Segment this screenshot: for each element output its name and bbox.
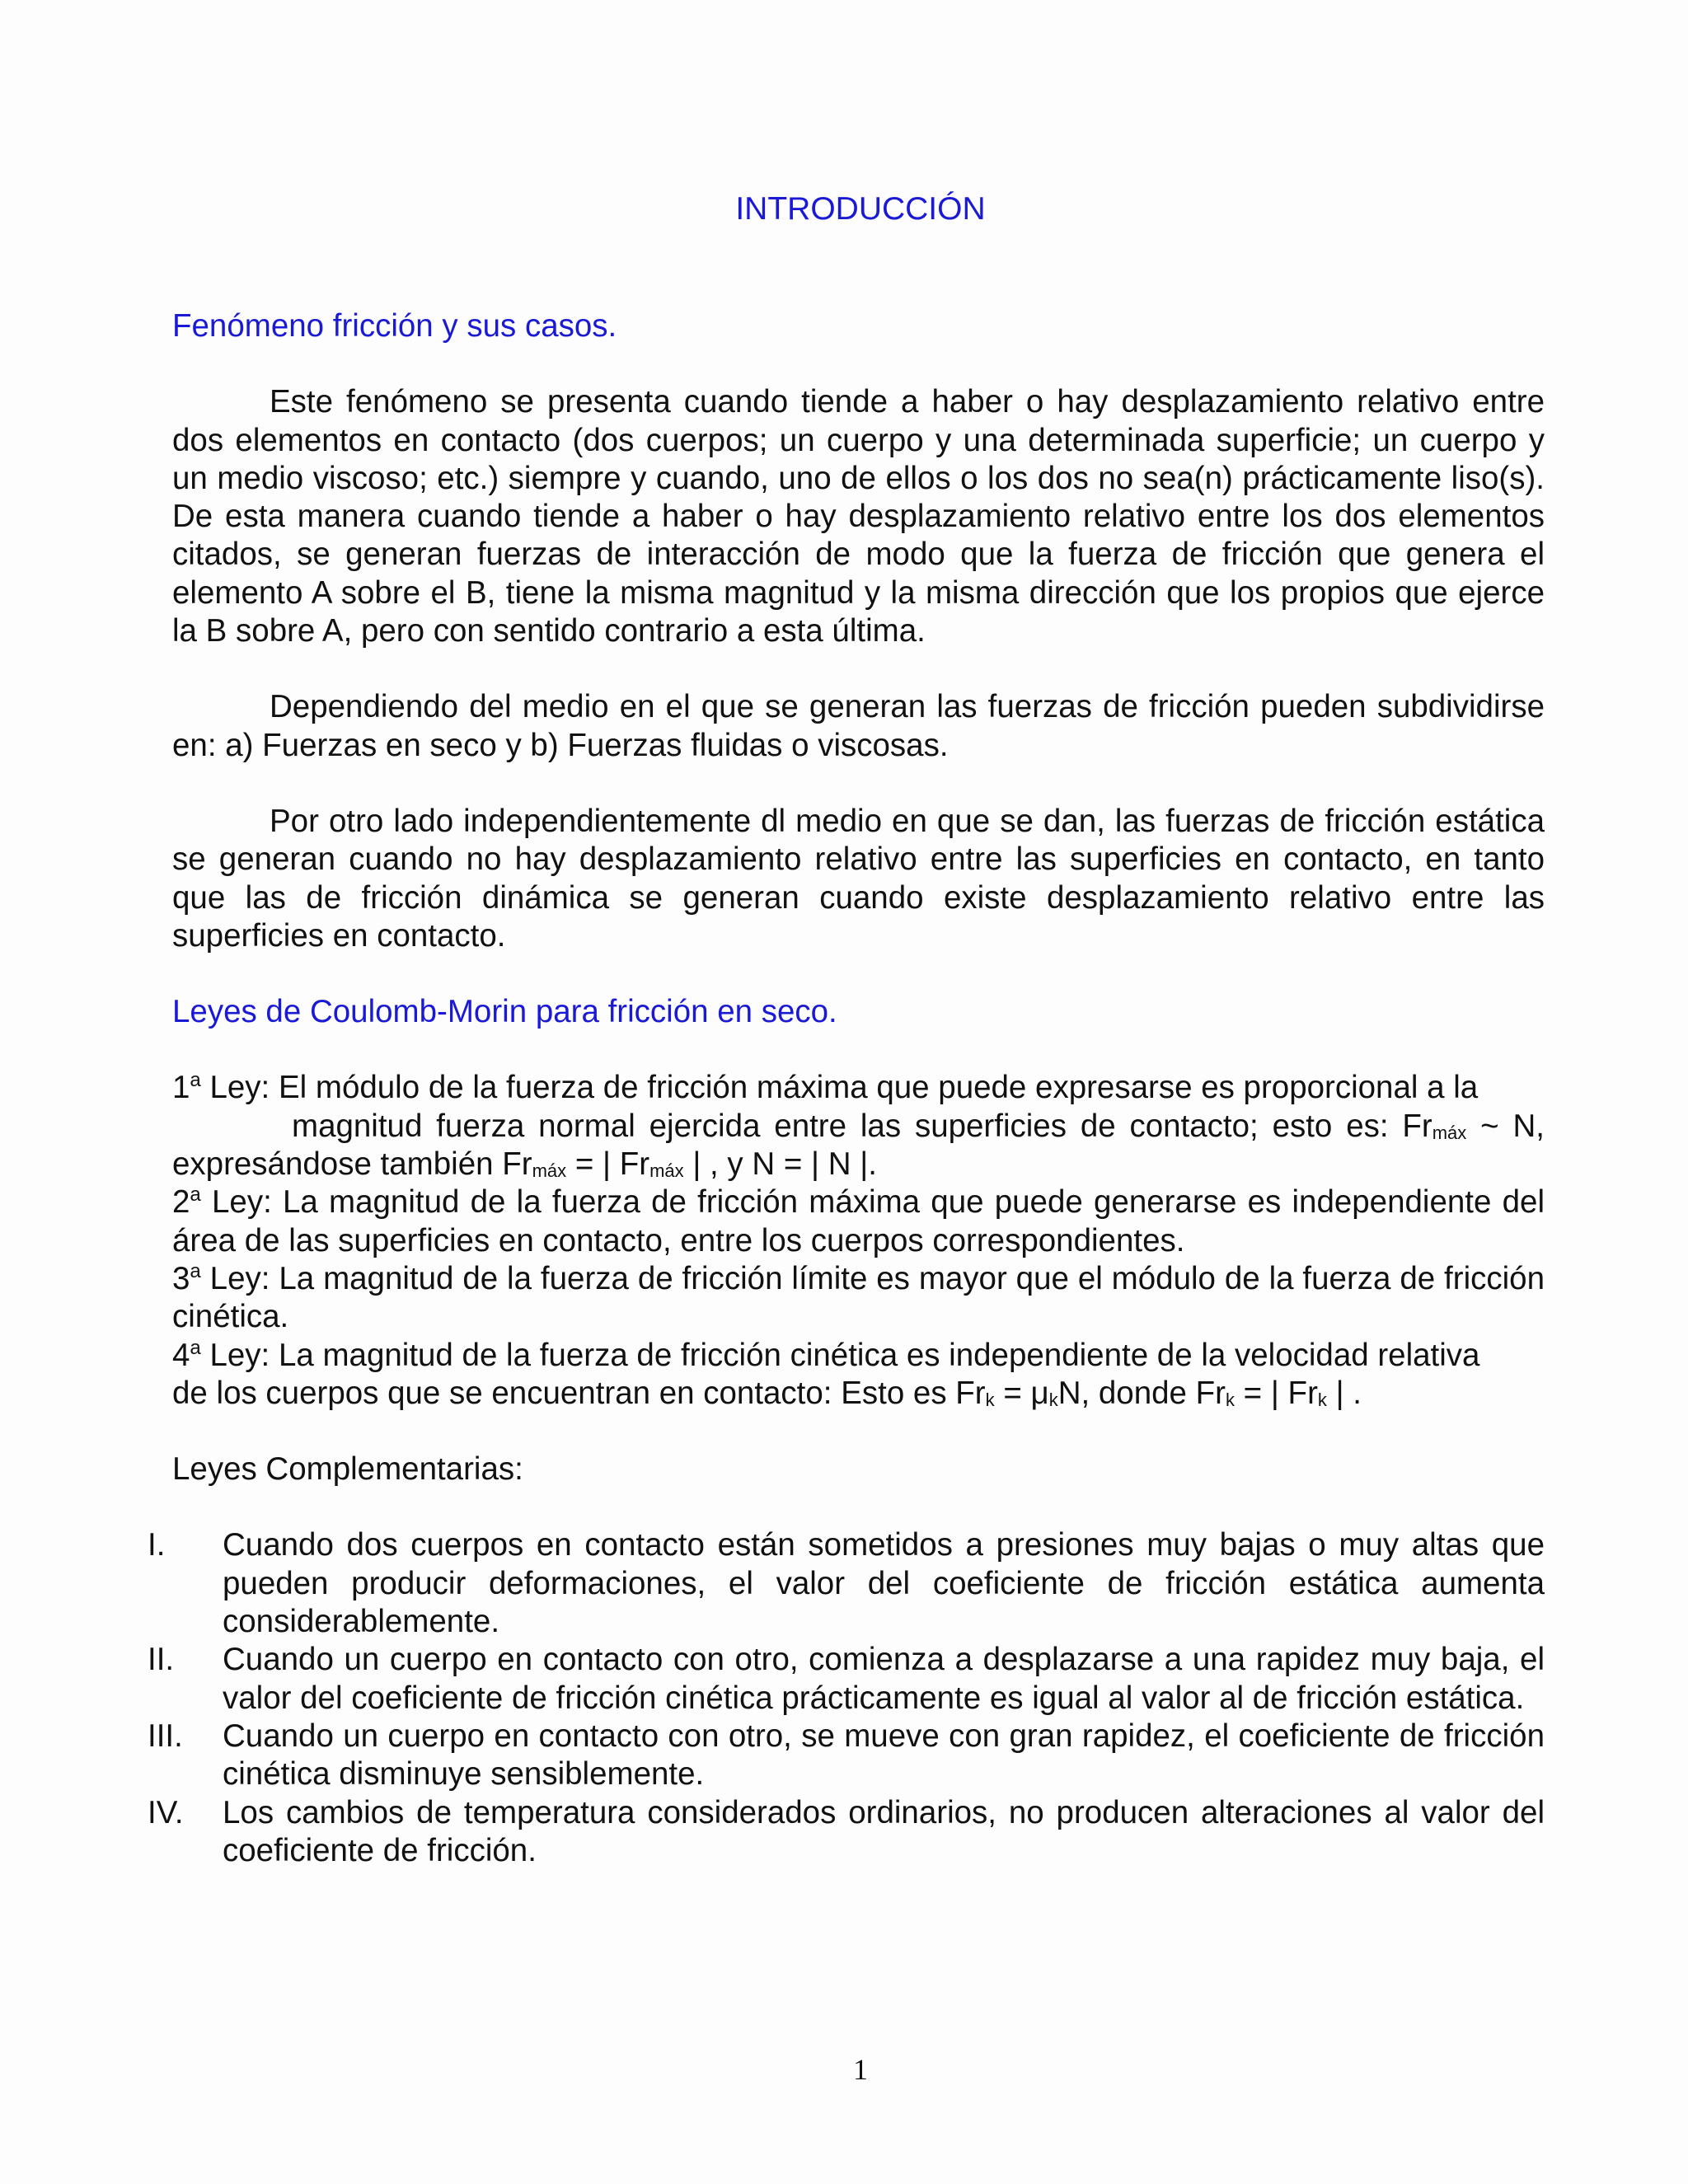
law-2-ordinal: 2 bbox=[172, 1184, 190, 1221]
page-number: 1 bbox=[853, 2053, 868, 2086]
list-item bbox=[148, 1794, 1545, 1871]
paragraph-static-dynamic: Por otro lado independientemente dl medio en que se dan, las fuerzas de fricción estática se generan cuando no hay desplazamiento relativo entre las superficies en contacto, en tanto que las de fricción dinámica se generan cuando existe desplazamiento relativo entre las superficies en contacto. bbox=[172, 803, 1545, 954]
page-title: INTRODUCCIÓN bbox=[735, 191, 986, 227]
paragraph-friction-phenomenon: Este fenómeno se presenta cuando tiende a haber o hay desplazamiento relativo entre dos elementos en contacto (dos cuerpos; un cuerpo y una determinada superficie; un cuerpo y un medio viscoso; etc.) siempre y cuando, uno de ellos o los dos no sea(n) prácticamente liso(s). De esta manera cuando tiende a haber o hay desplazamiento relativo entre los dos elementos citados, se generan fuerzas de interacción de modo que la fuerza de fricción que genera el elemento A sobre el B, tiene la misma magnitud y la misma dirección que los propios que ejerce la B sobre A, pero con sentido contrario a esta última. bbox=[172, 384, 1545, 649]
law-1-sub-max-2: máx bbox=[532, 1160, 567, 1182]
law-4-sub-k-4: k bbox=[1317, 1389, 1327, 1410]
law-4-ordinal: 4 bbox=[172, 1337, 190, 1373]
law-1-line3-mid: = | Fr bbox=[566, 1146, 650, 1183]
complementary-laws-list bbox=[148, 1526, 1545, 1870]
law-4-line2-end: | . bbox=[1326, 1375, 1362, 1411]
list-item-number: III. bbox=[148, 1718, 183, 1754]
law-4 bbox=[172, 1337, 1545, 1413]
laws-list bbox=[172, 1069, 1545, 1413]
law-4-sup: a bbox=[190, 1336, 201, 1359]
law-3-text: Ley: La magnitud de la fuerza de fricción límite es mayor que el módulo de la fuerza de fricción cinética. bbox=[172, 1260, 1545, 1335]
law-1-sup: a bbox=[190, 1069, 201, 1092]
list-item-text: Cuando un cuerpo en contacto con otro, se mueve con gran rapidez, el coeficiente de fricción cinética disminuye sensiblemente. bbox=[223, 1718, 1545, 1793]
law-3-sup: a bbox=[190, 1259, 201, 1282]
law-4-line2-mu: = μ bbox=[994, 1375, 1049, 1411]
law-4-sub-k: k bbox=[985, 1389, 995, 1410]
law-4-line1: Ley: La magnitud de la fuerza de fricción cinética es independiente de la velocidad relativa bbox=[200, 1337, 1480, 1373]
law-1-sub-max-3: máx bbox=[649, 1160, 684, 1182]
law-3-ordinal: 3 bbox=[172, 1260, 190, 1296]
section-heading-coulomb-morin: Leyes de Coulomb-Morin para fricción en seco. bbox=[172, 994, 837, 1030]
law-1-sub-max: máx bbox=[1432, 1122, 1467, 1143]
law-1 bbox=[172, 1069, 1545, 1183]
list-item-text: Cuando un cuerpo en contacto con otro, comienza a desplazarse a una rapidez muy baja, el valor del coeficiente de fricción cinética prácticamente es igual al valor al de fricción estática. bbox=[223, 1642, 1545, 1716]
list-item-number: IV. bbox=[148, 1794, 184, 1830]
law-1-line2-end: ~ N, bbox=[1466, 1108, 1545, 1144]
section-heading-complementary: Leyes Complementarias: bbox=[172, 1451, 523, 1488]
law-4-line2-donde: N, donde Fr bbox=[1057, 1375, 1226, 1411]
section-heading-friction: Fenómeno fricción y sus casos. bbox=[172, 308, 617, 344]
list-item bbox=[148, 1718, 1545, 1794]
document-body bbox=[148, 307, 1545, 1870]
law-2 bbox=[172, 1183, 1545, 1260]
law-1-ordinal: 1 bbox=[172, 1070, 190, 1106]
list-item-number: II. bbox=[148, 1642, 175, 1678]
law-4-line2-abs: = | Fr bbox=[1234, 1375, 1318, 1411]
list-item-text: Los cambios de temperatura considerados ordinarios, no producen alteraciones al valor del coeficiente de fricción. bbox=[223, 1794, 1545, 1868]
law-1-line1: Ley: El módulo de la fuerza de fricción máxima que puede expresarse es proporcional a la bbox=[200, 1070, 1479, 1106]
list-item-number: I. bbox=[148, 1527, 166, 1563]
law-3 bbox=[172, 1260, 1545, 1337]
law-1-line2: magnitud fuerza normal ejercida entre las superficies de contacto; esto es: Fr bbox=[292, 1108, 1432, 1144]
list-item bbox=[148, 1641, 1545, 1718]
law-1-line3-end: | , y N = | N |. bbox=[683, 1146, 877, 1183]
law-2-text: Ley: La magnitud de la fuerza de fricción máxima que puede generarse es independiente del área de las superficies en contacto, entre los cuerpos correspondientes. bbox=[172, 1184, 1545, 1258]
law-4-sub-k-3: k bbox=[1225, 1389, 1235, 1410]
law-4-sub-k-2: k bbox=[1048, 1389, 1058, 1410]
law-1-line3: expresándose también Fr bbox=[172, 1146, 532, 1183]
law-2-sup: a bbox=[190, 1183, 201, 1207]
law-4-line2: de los cuerpos que se encuentran en contacto: Esto es Fr bbox=[172, 1375, 986, 1411]
paragraph-friction-media: Dependiendo del medio en el que se generan las fuerzas de fricción pueden subdividirse en: a) Fuerzas en seco y b) Fuerzas fluidas o viscosas. bbox=[172, 689, 1545, 763]
list-item bbox=[148, 1526, 1545, 1641]
list-item-text: Cuando dos cuerpos en contacto están sometidos a presiones muy bajas o muy altas que pueden producir deformaciones, el valor del coeficiente de fricción estática aumenta considerablemente. bbox=[223, 1527, 1545, 1640]
